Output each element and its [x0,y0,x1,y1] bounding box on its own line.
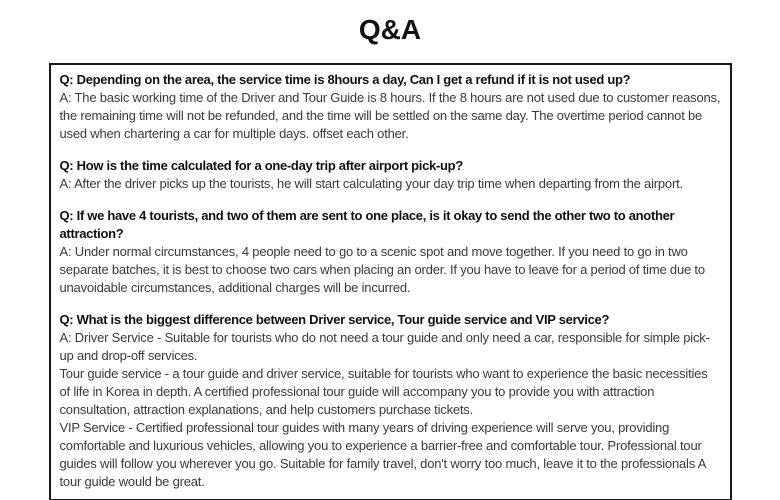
answer-text: A: After the driver picks up the tourists, he will start calculating your day trip time when departing from the airport. [59,176,683,191]
answer-text: A: The basic working time of the Driver and Tour Guide is 8 hours. If the 8 hours are not used due to customer reasons, the remaining time will not be refunded, and the time will be settled on the same day. The overtime period cannot be used when chartering a car for multiple days. offset each other. [59,90,721,141]
qa-item [60,71,721,143]
answer-text: A: Under normal circumstances, 4 people need to go to a scenic spot and move together. If you need to go in two separate batches, it is best to choose two cars when placing an order. If you have to leave for a period of time due to unavoidable circumstances, additional charges will be incurred. [59,244,705,295]
question-text: Q: What is the biggest difference between Driver service, Tour guide service and VIP service? [59,312,610,327]
qa-item [60,157,721,193]
answer-text: Tour guide service - a tour guide and driver service, suitable for tourists who want to experience the basic necessities of life in Korea in depth. A certified professional tour guide will accompany you to provide you with attraction consultation, attraction explanations, and help customers purchase tickets. [59,366,708,417]
answer-text: VIP Service - Certified professional tour guides with many years of driving experience will serve you, providing comfortable and luxurious vehicles, allowing you to experience a barrier-free and comfortable tour. Professional tour guides will follow you wherever you go. Suitable for family travel, don't worry too much, leave it to the professionals A tour guide would be great. [59,420,706,489]
qa-box [49,63,732,500]
qa-item [60,311,721,491]
answer-text: A: Driver Service - Suitable for tourists who do not need a tour guide and only need a car, responsible for simple pick-up and drop-off services. [59,330,710,363]
question-text: Q: How is the time calculated for a one-day trip after airport pick-up? [59,158,463,173]
qa-item [60,207,721,297]
question-text: Q: Depending on the area, the service time is 8hours a day, Can I get a refund if it is not used up? [59,72,631,87]
page-title: Q&A [358,14,422,45]
question-text: Q: If we have 4 tourists, and two of them are sent to one place, is it okay to send the other two to another attraction? [59,208,675,241]
